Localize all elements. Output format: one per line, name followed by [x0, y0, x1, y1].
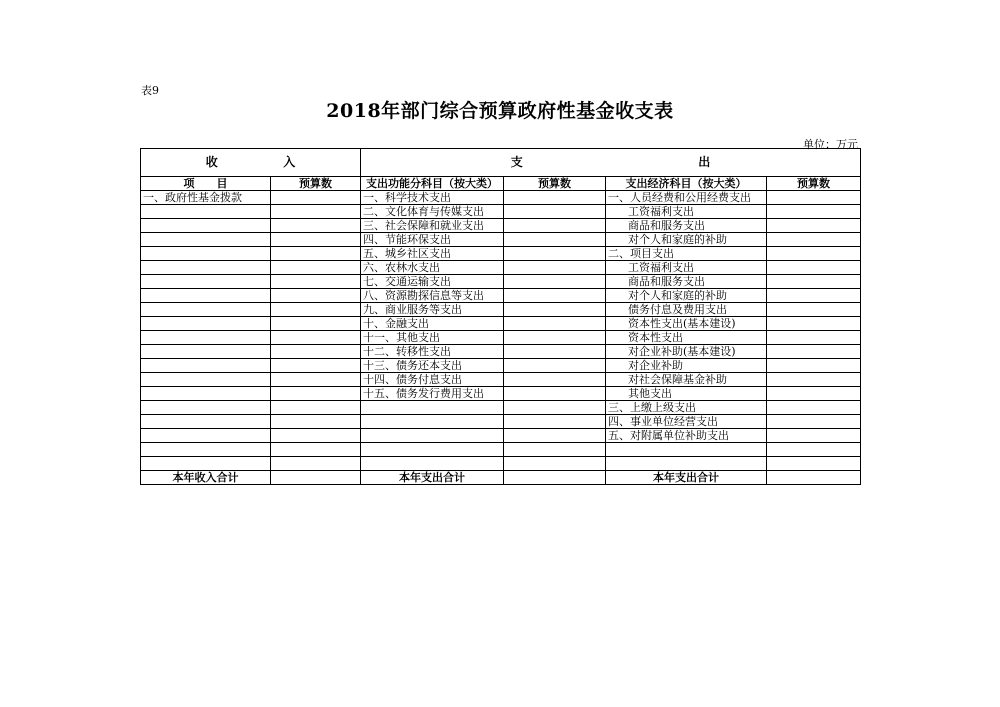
col-func-budget: 预算数 [504, 177, 606, 191]
econ-item-cell: 对企业补助(基本建设) [606, 345, 767, 359]
table-row [141, 247, 861, 261]
income-budget-cell [271, 457, 361, 471]
table-row [141, 443, 861, 457]
unit-label: 单位：万元 [803, 138, 858, 151]
econ-item-cell: 工资福利支出 [606, 261, 767, 275]
econ-item-cell: 资本性支出 [606, 331, 767, 345]
func-item-cell: 十四、债务付息支出 [361, 373, 504, 387]
func-budget-cell [504, 191, 606, 205]
func-budget-cell [504, 247, 606, 261]
income-total-label: 本年收入合计 [141, 471, 271, 485]
income-budget-cell [271, 191, 361, 205]
income-budget-cell [271, 429, 361, 443]
econ-item-cell: 对个人和家庭的补助 [606, 233, 767, 247]
func-item-cell: 六、农林水支出 [361, 261, 504, 275]
func-budget-cell [504, 331, 606, 345]
header-row-main [141, 149, 861, 177]
income-item-cell [141, 233, 271, 247]
econ-budget-cell [767, 429, 861, 443]
econ-budget-cell [767, 191, 861, 205]
func-budget-cell [504, 261, 606, 275]
table-row [141, 275, 861, 289]
econ-item-cell: 对企业补助 [606, 359, 767, 373]
func-budget-cell [504, 205, 606, 219]
econ-budget-cell [767, 359, 861, 373]
table-row [141, 317, 861, 331]
econ-budget-cell [767, 401, 861, 415]
income-item-cell [141, 261, 271, 275]
econ-budget-cell [767, 331, 861, 345]
econ-budget-cell [767, 415, 861, 429]
econ-budget-cell [767, 373, 861, 387]
table-row [141, 261, 861, 275]
income-budget-cell [271, 219, 361, 233]
income-budget-cell [271, 443, 361, 457]
econ-budget-cell [767, 219, 861, 233]
income-budget-cell [271, 345, 361, 359]
expense-header-left: 支 [510, 155, 523, 169]
econ-budget-cell [767, 275, 861, 289]
income-budget-cell [271, 233, 361, 247]
func-budget-cell [504, 457, 606, 471]
income-item-cell [141, 401, 271, 415]
econ-budget-cell [767, 345, 861, 359]
income-budget-cell [271, 205, 361, 219]
income-header-right: 入 [283, 155, 296, 169]
table-row [141, 191, 861, 205]
func-total-label: 本年支出合计 [361, 471, 504, 485]
econ-item-cell: 债务付息及费用支出 [606, 303, 767, 317]
income-item-cell [141, 429, 271, 443]
table-row [141, 331, 861, 345]
func-budget-cell [504, 275, 606, 289]
income-budget-cell [271, 415, 361, 429]
econ-budget-cell [767, 233, 861, 247]
econ-budget-cell [767, 457, 861, 471]
func-item-cell: 五、城乡社区支出 [361, 247, 504, 261]
income-item-cell [141, 247, 271, 261]
header-row-columns [141, 177, 861, 191]
econ-item-cell: 对社会保障基金补助 [606, 373, 767, 387]
func-item-cell: 十五、债务发行费用支出 [361, 387, 504, 401]
table-row [141, 415, 861, 429]
func-item-cell: 九、商业服务等支出 [361, 303, 504, 317]
func-budget-cell [504, 303, 606, 317]
income-item-cell [141, 345, 271, 359]
econ-item-cell: 资本性支出(基本建设) [606, 317, 767, 331]
budget-table [140, 148, 861, 485]
func-item-cell [361, 443, 504, 457]
func-item-cell: 一、科学技术支出 [361, 191, 504, 205]
income-budget-cell [271, 387, 361, 401]
income-item-cell [141, 387, 271, 401]
table-row [141, 429, 861, 443]
table-row [141, 457, 861, 471]
econ-item-cell: 商品和服务支出 [606, 219, 767, 233]
income-item-cell [141, 331, 271, 345]
page-title: 2018年部门综合预算政府性基金收支表 [326, 100, 674, 122]
table-row [141, 373, 861, 387]
func-budget-cell [504, 387, 606, 401]
func-item-cell [361, 415, 504, 429]
func-budget-cell [504, 219, 606, 233]
expense-header-right: 出 [698, 155, 711, 169]
table-row [141, 345, 861, 359]
income-item-cell [141, 415, 271, 429]
econ-item-cell [606, 443, 767, 457]
income-header-left: 收 [205, 155, 218, 169]
income-item-cell: 一、政府性基金拨款 [141, 191, 271, 205]
func-item-cell: 十二、转移性支出 [361, 345, 504, 359]
table-row [141, 303, 861, 317]
table-row [141, 387, 861, 401]
func-item-cell: 三、社会保障和就业支出 [361, 219, 504, 233]
econ-item-cell: 五、对附属单位补助支出 [606, 429, 767, 443]
func-budget-cell [504, 415, 606, 429]
income-item-cell [141, 359, 271, 373]
func-budget-cell [504, 317, 606, 331]
econ-budget-cell [767, 289, 861, 303]
col-item: 项 目 [141, 177, 271, 191]
income-total-value [271, 471, 361, 485]
econ-item-cell: 四、事业单位经营支出 [606, 415, 767, 429]
econ-budget-cell [767, 261, 861, 275]
econ-total-label: 本年支出合计 [606, 471, 767, 485]
income-budget-cell [271, 331, 361, 345]
func-budget-cell [504, 401, 606, 415]
func-item-cell [361, 429, 504, 443]
func-budget-cell [504, 443, 606, 457]
econ-budget-cell [767, 303, 861, 317]
income-budget-cell [271, 317, 361, 331]
func-item-cell: 八、资源勘探信息等支出 [361, 289, 504, 303]
income-budget-cell [271, 373, 361, 387]
expense-header [361, 149, 861, 177]
income-item-cell [141, 219, 271, 233]
econ-budget-cell [767, 205, 861, 219]
income-item-cell [141, 317, 271, 331]
income-budget-cell [271, 247, 361, 261]
income-budget-cell [271, 275, 361, 289]
table-row [141, 359, 861, 373]
table-number: 表9 [141, 84, 159, 97]
func-item-cell: 十三、债务还本支出 [361, 359, 504, 373]
func-budget-cell [504, 359, 606, 373]
econ-item-cell: 其他支出 [606, 387, 767, 401]
econ-item-cell: 三、上缴上级支出 [606, 401, 767, 415]
econ-item-cell: 一、人员经费和公用经费支出 [606, 191, 767, 205]
func-item-cell: 四、节能环保支出 [361, 233, 504, 247]
func-item-cell [361, 457, 504, 471]
income-budget-cell [271, 261, 361, 275]
income-budget-cell [271, 401, 361, 415]
totals-row [141, 471, 861, 485]
econ-item-cell [606, 457, 767, 471]
income-budget-cell [271, 359, 361, 373]
col-func-class: 支出功能分科目（按大类） [361, 177, 504, 191]
income-item-cell [141, 205, 271, 219]
func-item-cell: 二、文化体育与传媒支出 [361, 205, 504, 219]
func-item-cell: 十、金融支出 [361, 317, 504, 331]
income-item-cell [141, 457, 271, 471]
econ-item-cell: 工资福利支出 [606, 205, 767, 219]
income-header [141, 149, 361, 177]
econ-budget-cell [767, 387, 861, 401]
table-body [141, 149, 861, 485]
table-row [141, 401, 861, 415]
income-item-cell [141, 443, 271, 457]
econ-item-cell: 二、项目支出 [606, 247, 767, 261]
econ-budget-cell [767, 443, 861, 457]
func-budget-cell [504, 233, 606, 247]
func-item-cell [361, 401, 504, 415]
func-item-cell: 十一、其他支出 [361, 331, 504, 345]
col-econ-class: 支出经济科目（按大类） [606, 177, 767, 191]
table-row [141, 205, 861, 219]
func-budget-cell [504, 289, 606, 303]
income-item-cell [141, 275, 271, 289]
col-econ-budget: 预算数 [767, 177, 861, 191]
income-budget-cell [271, 303, 361, 317]
econ-budget-cell [767, 317, 861, 331]
func-budget-cell [504, 373, 606, 387]
table-row [141, 219, 861, 233]
econ-item-cell: 商品和服务支出 [606, 275, 767, 289]
col-income-budget: 预算数 [271, 177, 361, 191]
table-row [141, 233, 861, 247]
func-budget-cell [504, 429, 606, 443]
func-total-value [504, 471, 606, 485]
income-budget-cell [271, 289, 361, 303]
income-item-cell [141, 373, 271, 387]
econ-item-cell: 对个人和家庭的补助 [606, 289, 767, 303]
econ-total-value [767, 471, 861, 485]
econ-budget-cell [767, 247, 861, 261]
func-budget-cell [504, 345, 606, 359]
income-item-cell [141, 289, 271, 303]
func-item-cell: 七、交通运输支出 [361, 275, 504, 289]
table-row [141, 289, 861, 303]
income-item-cell [141, 303, 271, 317]
